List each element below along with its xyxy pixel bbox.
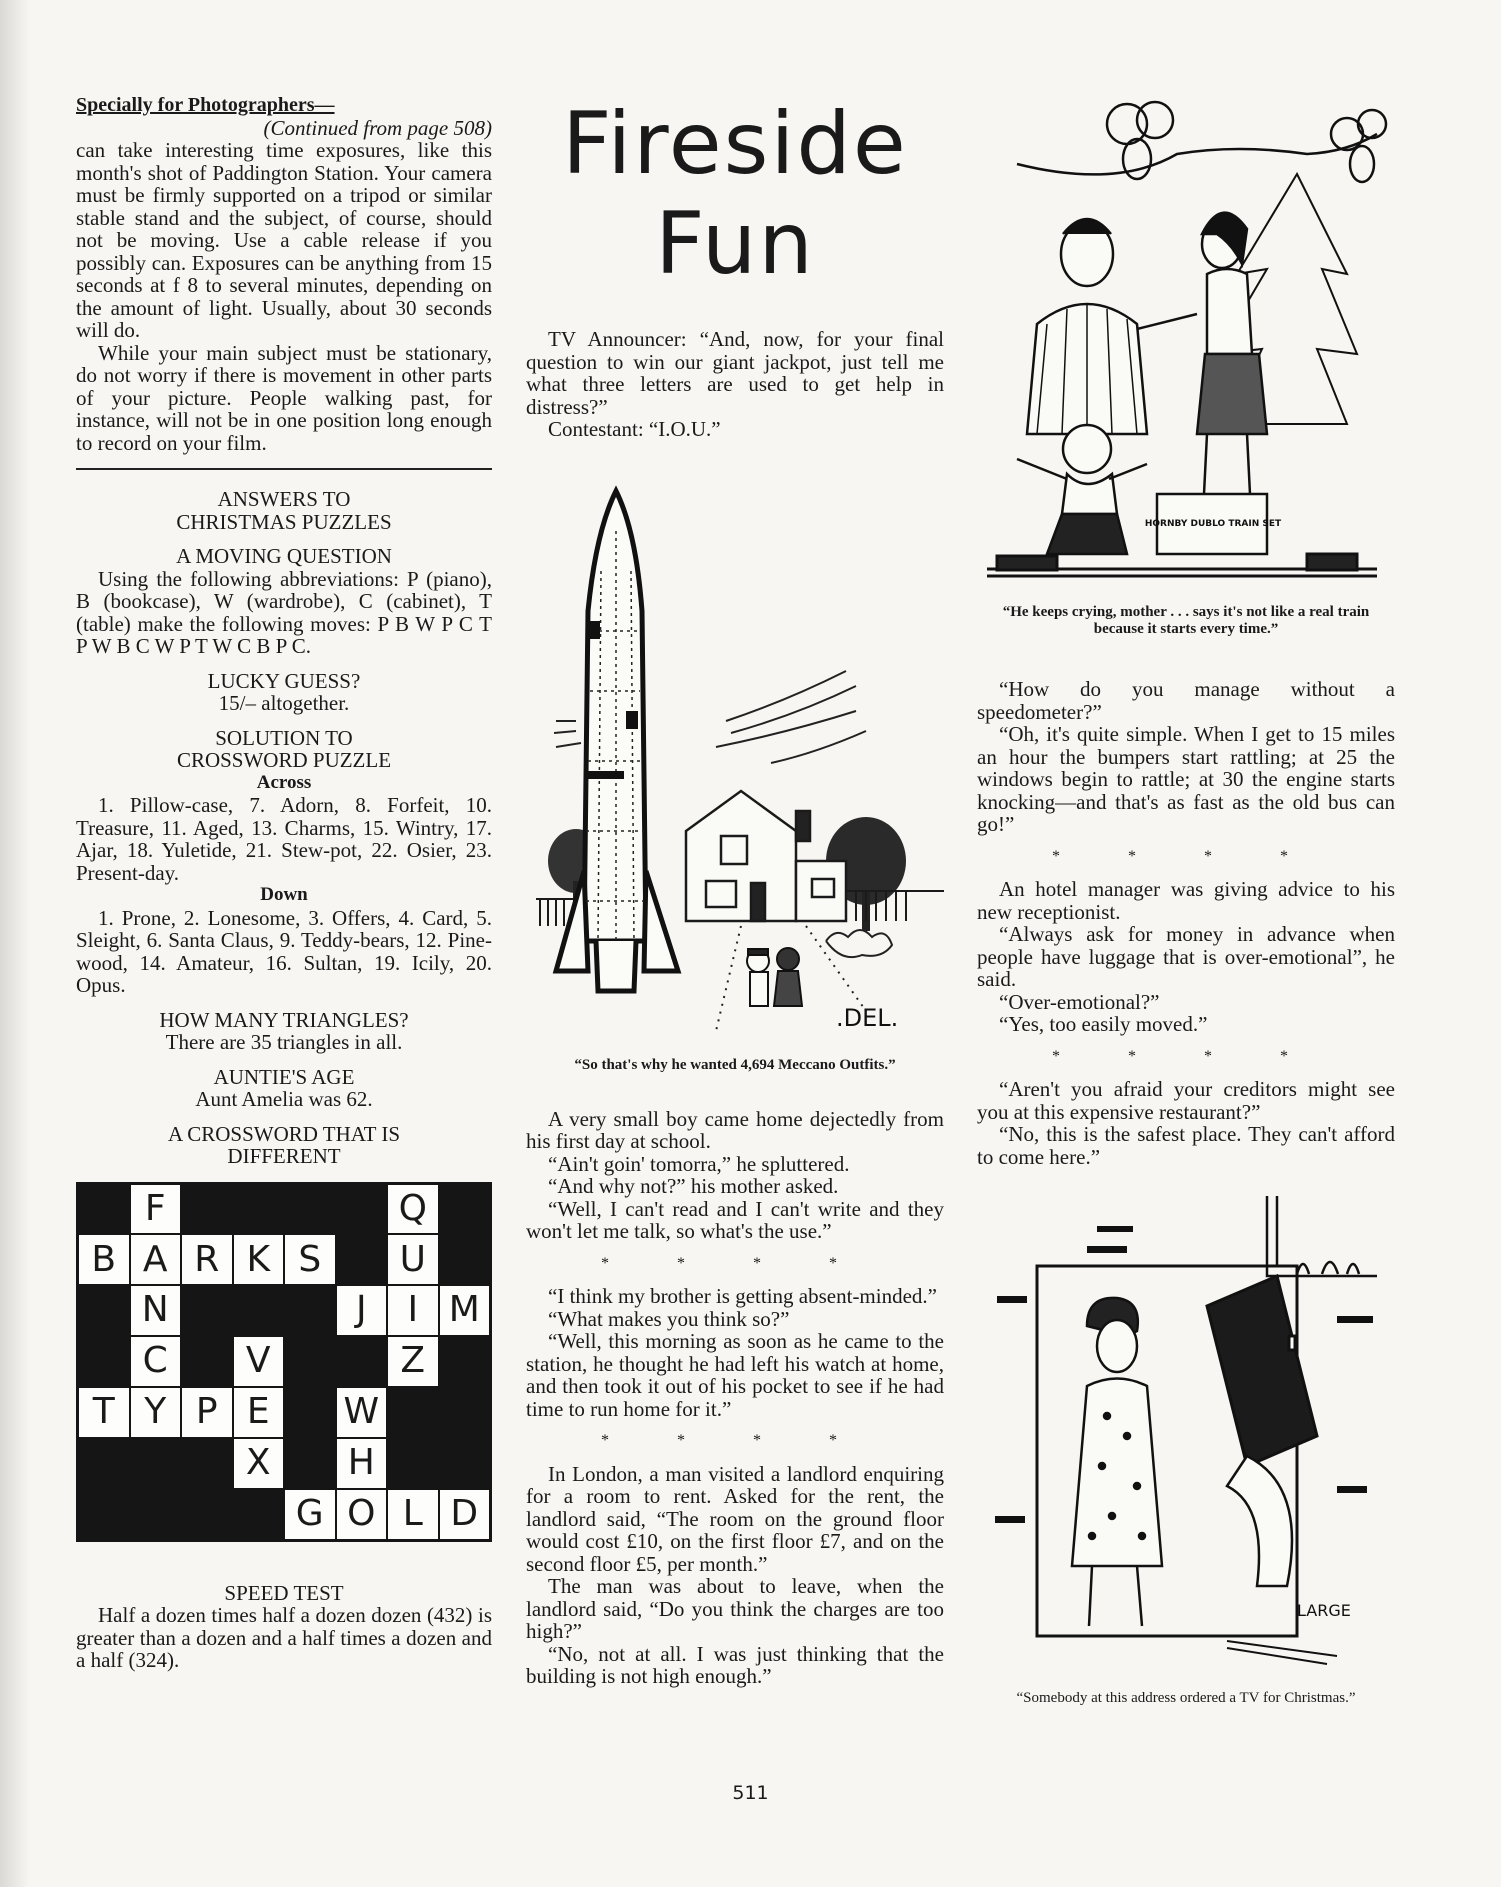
crossword-black-cell [182,1439,232,1488]
crossword-black-cell [285,1388,335,1437]
crossword-black-cell [337,1185,387,1234]
crossword-letter-cell: G [285,1490,335,1539]
down-answers: 1. Prone, 2. Lonesome, 3. Offers, 4. Card, 5. Sleight, 6. Santa Claus, 9. Teddy-bears, 12. Pine-wood, 14. Amateur, 16. Sultan, 19. Icily, 20. Opus. [76,905,492,997]
solution-heading-line: CROSSWORD PUZZLE [176,748,392,772]
garden-bush [826,930,892,957]
section-separator: * * * * [601,1432,869,1449]
rocket [556,491,678,991]
down-label: Down [260,884,308,905]
crossword-letter-cell: R [182,1235,232,1284]
crossword-black-cell [79,1286,129,1335]
tv-signature: LARGE [1297,1601,1351,1620]
crossword-black-cell [388,1388,438,1437]
triangles-answer: There are 35 triangles in all. [165,1030,403,1054]
crossword-letter-cell: H [337,1439,387,1488]
answers-heading [76,488,492,533]
hotel-joke-paragraph: “Always ask for money in advance when people have luggage that is over-emotional”, he said. [977,922,1395,991]
crossword-letter-cell: P [182,1388,232,1437]
moving-question-answer: Using the following abbreviations: P (piano), B (bookcase), W (wardrobe), C (cabinet), T (table) make the following moves: P B W P C T P W B C W P T W C B P C. [76,566,492,658]
answers-heading-line: CHRISTMAS PUZZLES [176,509,392,534]
crossword-black-cell [285,1337,335,1386]
creditors-joke-paragraph: “No, this is the safest place. They can't afford to come here.” [977,1122,1395,1169]
page-title [526,94,944,294]
divider [76,468,492,470]
crossword-black-cell [440,1185,490,1234]
crossword-black-cell [440,1337,490,1386]
crossword-letter-cell: W [337,1388,387,1437]
solution-heading [76,727,492,772]
tv-delivery-cartoon [977,1186,1395,1686]
crossword-black-cell [440,1235,490,1284]
moving-question-heading: A MOVING QUESTION [176,544,392,568]
continued-note: (Continued from page 508) [263,115,492,140]
crossword-black-cell [337,1337,387,1386]
title-line: Fun [655,194,815,294]
title-line: Fireside [562,94,908,194]
tv-set [1207,1276,1317,1466]
right-column [977,94,1395,1707]
lucky-guess-heading: LUCKY GUESS? [207,668,361,693]
crossword-letter-cell: F [131,1185,181,1234]
speedometer-joke-paragraph: “Oh, it's quite simple. When I get to 15 miles an hour the bumpers start rattling; at 25 the windows begin to rattle; at 30 the engine starts knocking—and that's as fast as the old bus can go!” [977,722,1395,836]
triangles-heading: HOW MANY TRIANGLES? [159,1007,409,1032]
landlord-joke-paragraph: In London, a man visited a landlord enquiring for a room to rent. Asked for the rent, the landlord said, “The room on the ground floor would cost £10, on the first floor £7, and on the second floor £5, per month.” [526,1461,944,1576]
school-joke-paragraph: “Ain't goin' tomorra,” he spluttered. [548,1151,850,1176]
crossword-black-cell [285,1185,335,1234]
crossword-letter-cell: M [440,1286,490,1335]
absent-joke-paragraph: “What makes you think so?” [548,1306,790,1331]
tv-caption: “Somebody at this address ordered a TV for Christmas.” [1016,1690,1356,1706]
auntie-answer: Aunt Amelia was 62. [195,1087,373,1111]
landlord-joke-paragraph: “No, not at all. I was just thinking that the building is not high enough.” [526,1641,944,1688]
hotel-joke-paragraph: “Yes, too easily moved.” [999,1012,1208,1036]
window-sill [1267,1196,1377,1276]
rocket-signature: .DEL. [836,1003,899,1032]
crying-boy [1017,425,1147,554]
rocket-cartoon [526,471,944,1051]
across-label: Across [256,771,312,793]
crossword-black-cell [440,1388,490,1437]
doormat-lines [1227,1641,1337,1664]
school-joke-paragraph: “And why not?” his mother asked. [548,1174,839,1198]
page-number: 511 [732,1782,769,1804]
different-heading-line: A CROSSWORD THAT IS [167,1121,401,1146]
across-answers: 1. Pillow-case, 7. Adorn, 8. Forfeit, 10. Treasure, 11. Aged, 13. Charms, 15. Wintry, 17. Ajar, 18. Yuletide, 21. Stew-pot, 22. Osier, 23. Present-day. [76,793,492,885]
crossword-black-cell [388,1439,438,1488]
crossword-black-cell [131,1490,181,1539]
crossword-letter-cell: T [79,1388,129,1437]
crossword-letter-cell: U [388,1235,438,1284]
middle-column [526,94,944,1688]
crossword-grid [76,1182,492,1542]
crossword-black-cell [79,1337,129,1386]
crossword-black-cell [79,1185,129,1234]
mother-figure [1197,213,1267,534]
tv-joke-paragraph: Contestant: “I.O.U.” [548,417,721,441]
father-figure [1027,219,1197,434]
landlord-joke-paragraph: The man was about to leave, when the landlord said, “Do you think the charges are too high?” [526,1574,944,1643]
crossword-letter-cell: E [234,1388,284,1437]
lucky-guess-answer: 15/– altogether. [218,691,350,715]
crossword-black-cell [234,1490,284,1539]
rocket-caption: “So that's why he wanted 4,694 Meccano Outfits.” [574,1056,896,1073]
crossword-letter-cell: L [388,1490,438,1539]
auntie-heading: AUNTIE'S AGE [213,1064,355,1089]
train-caption: “He keeps crying, mother . . . says it's not like a real train because it starts every time.” [1002,604,1370,637]
crossword-letter-cell: J [337,1286,387,1335]
crossword-letter-cell: N [131,1286,181,1335]
garland [1017,102,1386,182]
crossword-letter-cell: B [79,1235,129,1284]
hotel-joke-paragraph: An hotel manager was giving advice to his new receptionist. [977,877,1395,924]
crossword-black-cell [131,1439,181,1488]
crossword-letter-cell: S [285,1235,335,1284]
crossword-letter-cell: D [440,1490,490,1539]
photographers-paragraph: While your main subject must be stationary, do not worry if there is movement in other parts of your picture. People walking past, for instance, will not be in one position long enough to record on your film. [76,340,492,455]
solution-heading-line: SOLUTION TO [215,725,353,750]
crossword-black-cell [285,1286,335,1335]
crossword-letter-cell: V [234,1337,284,1386]
train-track [987,554,1377,576]
left-column [76,94,492,1672]
section-separator: * * * * [1052,1047,1320,1065]
page-edge-shadow [0,0,30,1887]
crossword-black-cell [79,1439,129,1488]
crossword-black-cell [79,1490,129,1539]
crossword-letter-cell: C [131,1337,181,1386]
photographers-heading: Specially for Photographers— [76,94,335,116]
speedometer-joke-paragraph: “How do you manage without a speedometer?” [977,677,1395,724]
house [686,791,846,921]
children-figures [747,948,802,1006]
crossword-letter-cell: K [234,1235,284,1284]
section-separator: * * * * [1052,847,1320,865]
crossword-letter-cell: Y [131,1388,181,1437]
school-joke-paragraph: “Well, I can't read and I can't write and they won't let me talk, so what's the use.” [526,1196,944,1243]
crossword-black-cell [234,1286,284,1335]
crossword-letter-cell: O [337,1490,387,1539]
speed-test-answer: Half a dozen times half a dozen dozen (432) is greater than a dozen and a half times a dozen and a half (324). [76,1603,492,1672]
different-heading-line: DIFFERENT [227,1144,341,1168]
tv-joke-paragraph: TV Announcer: “And, now, for your final question to win our giant jackpot, just tell me what three letters are used to get help in distress?” [526,327,944,419]
photographers-paragraph: can take interesting time exposures, like this month's shot of Paddington Station. Your camera must be firmly supported on a tripod or similar stable stand and the subject, of course, should not be moving. Use a cable release if you possibly can. Exposures can be anything from 15 seconds at f 8 to several minutes, depending on the amount of light. Usually, about 30 seconds will do. [76,138,492,342]
crossword-black-cell [285,1439,335,1488]
hotel-joke-paragraph: “Over-emotional?” [999,989,1160,1014]
train-box-label: HORNBY DUBLO TRAIN SET [1144,519,1282,529]
creditors-joke-paragraph: “Aren't you afraid your creditors might see you at this expensive restaurant?” [977,1077,1395,1124]
christmas-train-cartoon [977,94,1395,604]
crossword-black-cell [182,1337,232,1386]
crossword-letter-cell: Z [388,1337,438,1386]
section-separator: * * * * [601,1254,869,1272]
delivery-man-legs [1227,1456,1292,1586]
crossword-black-cell [182,1185,232,1234]
crossword-black-cell [440,1439,490,1488]
crossword-letter-cell: I [388,1286,438,1335]
school-joke-paragraph: A very small boy came home dejectedly from his first day at school. [526,1106,944,1153]
crossword-black-cell [182,1286,232,1335]
crossword-letter-cell: X [234,1439,284,1488]
housewife-figure [1072,1298,1162,1626]
absent-joke-paragraph: “Well, this morning as soon as he came to the station, he thought he had left his watch at home, and then took it out of his pocket to see if he had time to run home for it.” [526,1329,944,1421]
absent-joke-paragraph: “I think my brother is getting absent-minded.” [548,1284,937,1308]
crossword-black-cell [337,1235,387,1284]
answers-heading-line: ANSWERS TO [217,487,351,511]
crossword-black-cell [234,1185,284,1234]
crossword-black-cell [182,1490,232,1539]
crossword-letter-cell: Q [388,1185,438,1234]
different-crossword-heading [76,1123,492,1168]
crossword-letter-cell: A [131,1235,181,1284]
train-set-box [1145,494,1282,554]
brick-marks [995,1226,1373,1523]
speed-test-heading: SPEED TEST [224,1580,344,1605]
